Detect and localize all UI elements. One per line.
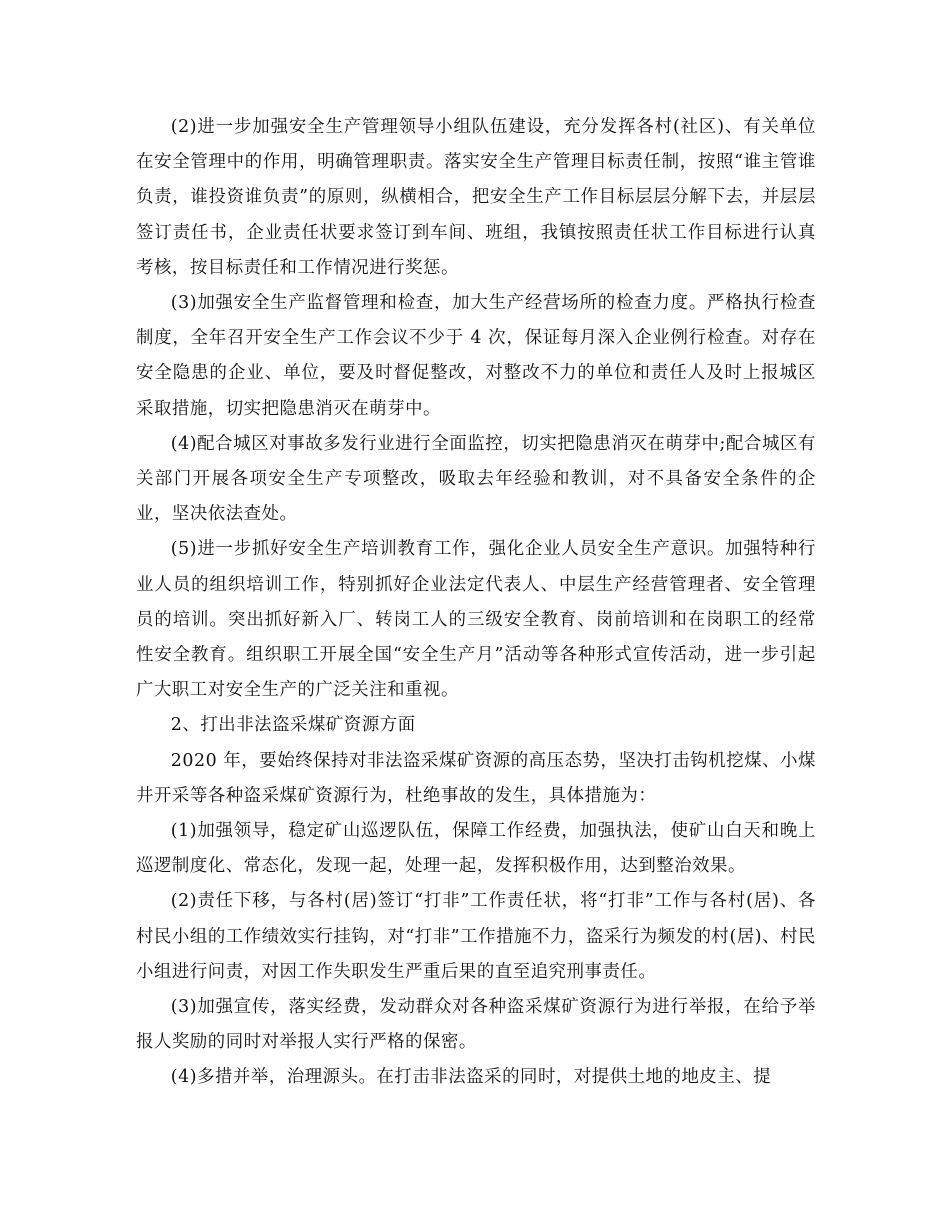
paragraph-1: (2)进一步加强安全生产管理领导小组队伍建设，充分发挥各村(社区)、有关单位在安全管理中的作用，明确管理职责。落实安全生产管理目标责任制，按照“谁主管谁负责，谁投资谁负责”的原则，纵横相合，把安全生产工作目标层层分解下去，并层层签订责任书，企业责任状要求签订到车间、班组，我镇按照责任状工作目标进行认真考核，按目标责任和工作情况进行奖惩。 xyxy=(136,117,816,278)
paragraph-7: (1)加强领导，稳定矿山巡逻队伍，保障工作经费，加强执法，使矿山白天和晚上巡逻制度化、常态化，发现一起，处理一起，发挥积极作用，达到整治效果。 xyxy=(136,821,816,877)
paragraph-10: (4)多措并举，治理源头。在打击非法盗采的同时，对提供土地的地皮主、提 xyxy=(170,1067,772,1088)
paragraph-4: (5)进一步抓好安全生产培训教育工作，强化企业人员安全生产意识。加强特种行业人员的组织培训工作，特别抓好企业法定代表人、中层生产经营管理者、安全管理员的培训。突出抓好新入厂、转岗工人的三级安全教育、岗前培训和在岗职工的经常性安全教育。组织职工开展全国“安全生产月”活动等各种形式宣传活动，进一步引起广大职工对安全生产的广泛关注和重视。 xyxy=(136,539,816,701)
paragraph-8: (2)责任下移，与各村(居)签订“打非”工作责任状，将“打非”工作与各村(居)、各村民小组的工作绩效实行挂钩，对“打非”工作措施不力，盗采行为频发的村(居)、村民小组进行问责，对因工作失职发生严重后果的直至追究刑事责任。 xyxy=(136,891,816,982)
document-body xyxy=(136,110,816,1096)
paragraph-2: (3)加强安全生产监督管理和检查，加大生产经营场所的检查力度。严格执行检查制度，全年召开安全生产工作会议不少于 4 次，保证每月深入企业例行检查。对存在安全隐患的企业、单位，要及时督促整改，对整改不力的单位和责任人及时上报城区采取措施，切实把隐患消灭在萌芽中。 xyxy=(136,293,816,419)
paragraph-6: 2020 年，要始终保持对非法盗采煤矿资源的高压态势，坚决打击钩机挖煤、小煤井开采等各种盗采煤矿资源行为，杜绝事故的发生，具体措施为： xyxy=(136,750,816,806)
paragraph-3: (4)配合城区对事故多发行业进行全面监控，切实把隐患消灭在萌芽中;配合城区有关部门开展各项安全生产专项整改，吸取去年经验和教训，对不具备安全条件的企业，坚决依法查处。 xyxy=(136,433,816,525)
paragraph-9: (3)加强宣传，落实经费，发动群众对各种盗采煤矿资源行为进行举报，在给予举报人奖励的同时对举报人实行严格的保密。 xyxy=(136,997,816,1053)
section-heading: 2、打出非法盗采煤矿资源方面 xyxy=(170,715,416,736)
